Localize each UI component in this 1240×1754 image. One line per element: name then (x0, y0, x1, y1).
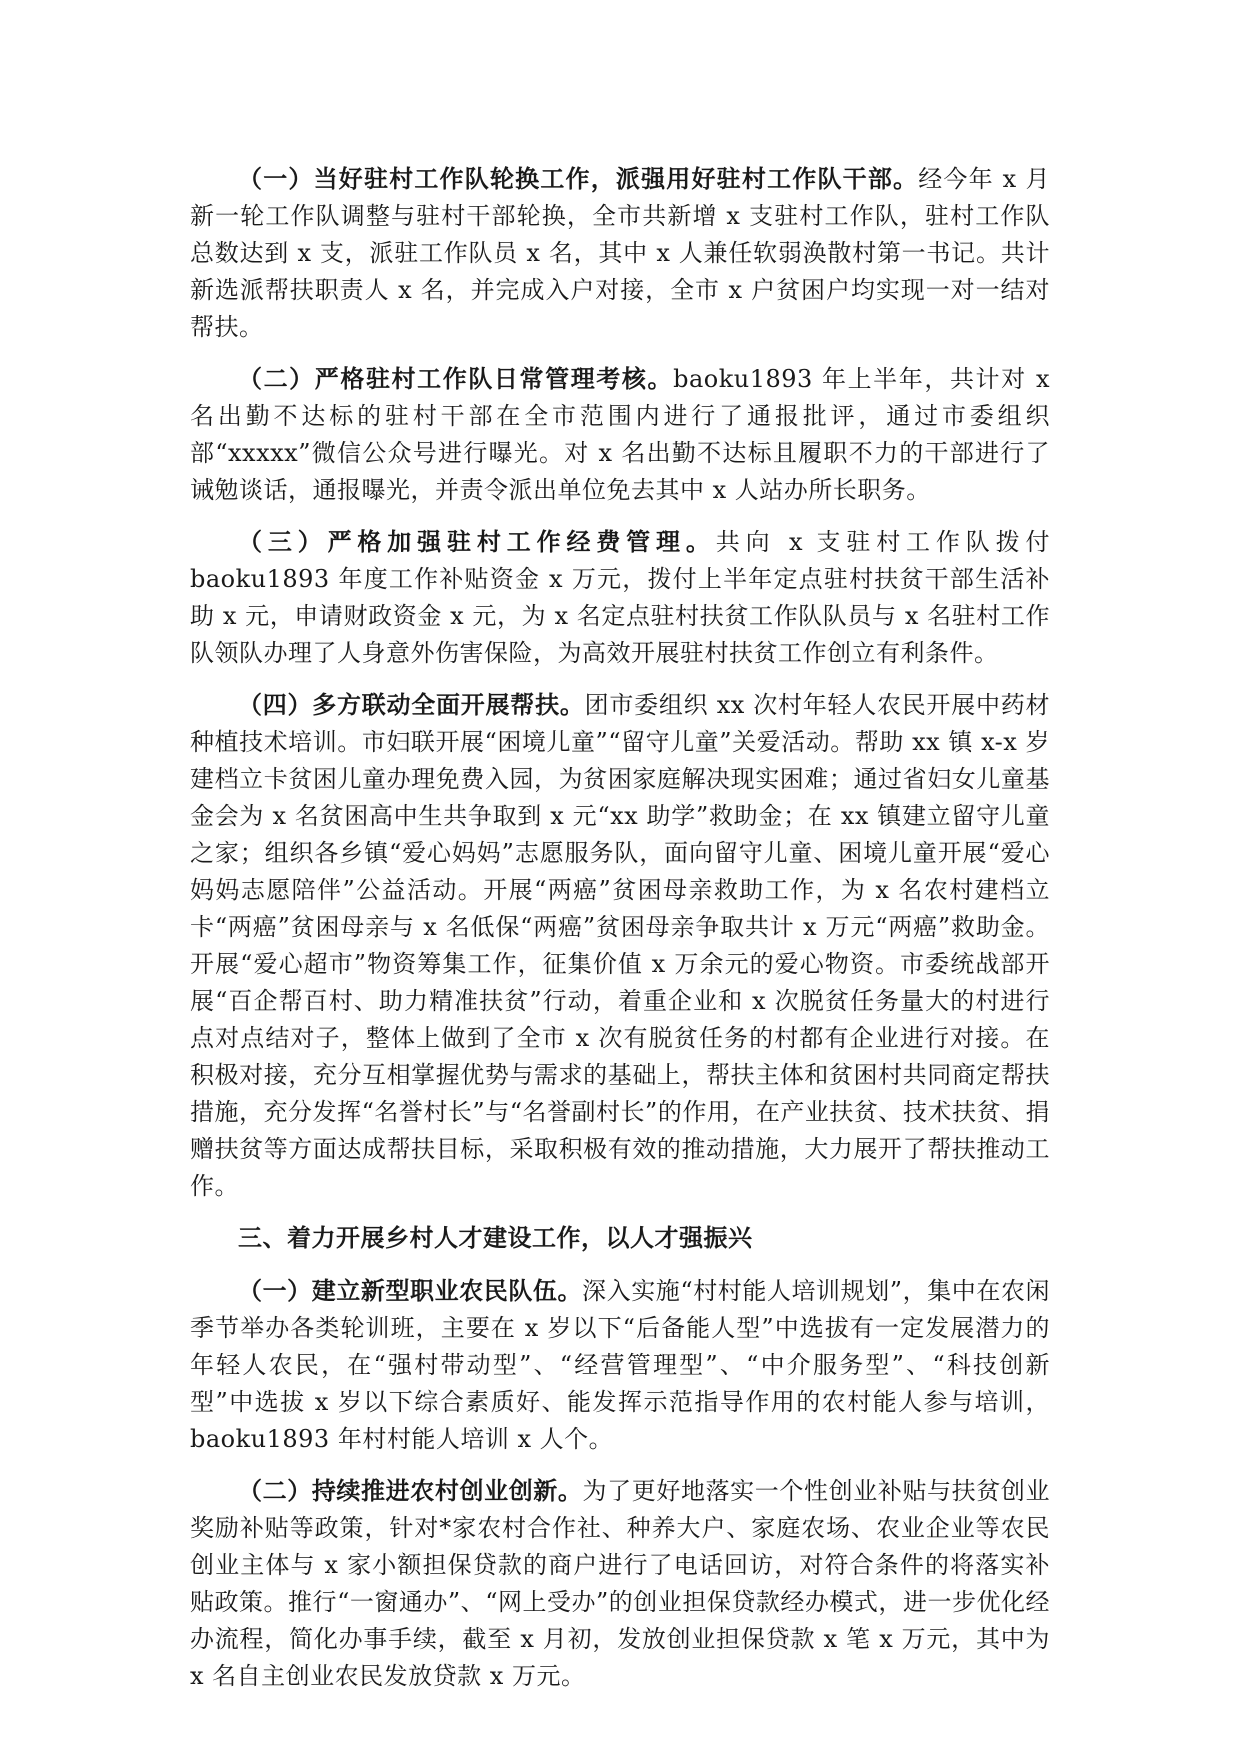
paragraph-body: 团市委组织 xx 次村年轻人农民开展中药材种植技术培训。市妇联开展“困境儿童”“留守儿童”关爱活动。帮助 xx 镇 x-x 岁建档立卡贫困儿童办理免费入园，为贫困家庭解决现实困难；通过省妇女儿童基金会为 x 名贫困高中生共争取到 x 元“xx 助学”救助金；在 xx 镇建立留守儿童之家；组织各乡镇“爱心妈妈”志愿服务队，面向留守儿童、困境儿童开展“爱心妈妈志愿陪伴”公益活动。开展“两癌”贫困母亲救助工作，为 x 名农村建档立卡“两癌”贫困母亲与 x 名低保“两癌”贫困母亲争取共计 x 万元“两癌”救助金。开展“爱心超市”物资筹集工作，征集价值 x 万余元的爱心物资。市委统战部开展“百企帮百村、助力精准扶贫”行动，着重企业和 x 次脱贫任务量大的村进行点对点结对子，整体上做到了全市 x 次有脱贫任务的村都有企业进行对接。在积极对接，充分互相掌握优势与需求的基础上，帮扶主体和贫困村共同商定帮扶措施，充分发挥“名誉村长”与“名誉副村长”的作用，在产业扶贫、技术扶贫、捐赠扶贫等方面达成帮扶目标，采取积极有效的推动措施，大力展开了帮扶推动工作。 (190, 691, 1051, 1200)
paragraph-body: baoku1893 年上半年，共计对 x 名出勤不达标的驻村干部在全市范围内进行了通报批评，通过市委组织部“xxxxx”微信公众号进行曝光。对 x 名出勤不达标且履职不力的干部进行了诫勉谈话，通报曝光，并责令派出单位免去其中 x 人站办所长职务。 (190, 365, 1050, 504)
paragraph-multi-party-assistance (190, 686, 1050, 1205)
paragraph-rural-entrepreneurship (190, 1472, 1050, 1695)
paragraph-lead: （一）当好驻村工作队轮换工作，派强用好驻村工作队干部。 (238, 164, 919, 193)
paragraph-funding-management (190, 523, 1050, 672)
paragraph-lead: （三）严格加强驻村工作经费管理。 (238, 527, 716, 556)
paragraph-daily-management (190, 360, 1050, 509)
document-page (190, 160, 1050, 1709)
paragraph-lead: （二）严格驻村工作队日常管理考核。 (238, 364, 674, 393)
section-heading: 三、着力开展乡村人才建设工作，以人才强振兴 (238, 1223, 753, 1252)
paragraph-body: 经今年 x 月新一轮工作队调整与驻村干部轮换，全市共新增 x 支驻村工作队，驻村工作队总数达到 x 支，派驻工作队员 x 名，其中 x 人兼任软弱涣散村第一书记。共计新选派帮扶职责人 x 名，并完成入户对接，全市 x 户贫困户均实现一对一结对帮扶。 (190, 165, 1050, 341)
paragraph-lead: （四）多方联动全面开展帮扶。 (238, 690, 585, 719)
paragraph-lead: （二）持续推进农村创业创新。 (238, 1476, 583, 1505)
paragraph-lead: （一）建立新型职业农民队伍。 (238, 1276, 583, 1305)
paragraph-professional-farmers (190, 1272, 1050, 1458)
paragraph-body: 共向 x 支驻村工作队拨付 baoku1893 年度工作补贴资金 x 万元，拨付上半年定点驻村扶贫干部生活补助 x 元，申请财政资金 x 元，为 x 名定点驻村扶贫工作队队员与 x 名驻村工作队领队办理了人身意外伤害保险，为高效开展驻村扶贫工作创立有利条件。 (190, 528, 1050, 667)
paragraph-body: 为了更好地落实一个性创业补贴与扶贫创业奖励补贴等政策，针对*家农村合作社、种养大户、家庭农场、农业企业等农民创业主体与 x 家小额担保贷款的商户进行了电话回访，对符合条件的将落实补贴政策。推行“一窗通办”、“网上受办”的创业担保贷款经办模式，进一步优化经办流程，简化办事手续，截至 x 月初，发放创业担保贷款 x 笔 x 万元，其中为 x 名自主创业农民发放贷款 x 万元。 (190, 1477, 1050, 1690)
paragraph-body: 深入实施“村村能人培训规划”，集中在农闲季节举办各类轮训班，主要在 x 岁以下“后备能人型”中选拔有一定发展潜力的年轻人农民，在“强村带动型”、“经营管理型”、“中介服务型”、“科技创新型”中选拔 x 岁以下综合素质好、能发挥示范指导作用的农村能人参与培训，baoku1893 年村村能人培训 x 人个。 (190, 1277, 1050, 1453)
paragraph-work-team-rotation (190, 160, 1050, 346)
